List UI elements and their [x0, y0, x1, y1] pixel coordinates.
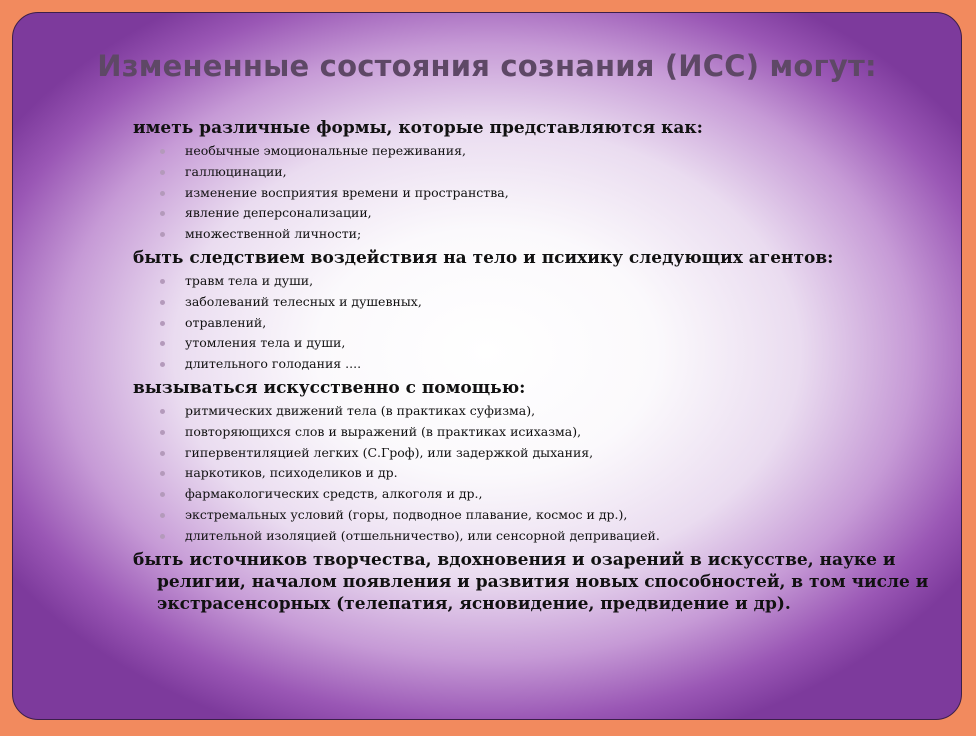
bullet-icon [160, 321, 165, 326]
bullet-icon [160, 341, 165, 346]
list-item: повторяющихся слов и выражений (в практиках исихазма), [133, 422, 933, 443]
list-item: изменение восприятия времени и пространства, [133, 183, 933, 204]
section-heading: вызываться искусственно с помощью: [133, 377, 526, 398]
list-item: необычные эмоциональные переживания, [133, 141, 933, 162]
slide-content [133, 117, 933, 615]
bullet-icon [160, 279, 165, 284]
list-item: гипервентиляцией легких (С.Гроф), или задержкой дыхания, [133, 443, 933, 464]
bullet-icon [160, 170, 165, 175]
bullet-icon [160, 409, 165, 414]
list-item: ритмических движений тела (в практиках суфизма), [133, 401, 933, 422]
slide-title: Измененные состояния сознания (ИСС) могут: [97, 49, 877, 83]
bullet-icon [160, 149, 165, 154]
list-item: длительного голодания .... [133, 354, 933, 375]
list-item: травм тела и души, [133, 271, 933, 292]
bullet-icon [160, 300, 165, 305]
list-item: утомления тела и души, [133, 333, 933, 354]
bullet-icon [160, 232, 165, 237]
list-item: фармакологических средств, алкоголя и др., [133, 484, 933, 505]
list-item: явление деперсонализации, [133, 203, 933, 224]
section-heading: быть источников творчества, вдохновения и озарений в искусстве, науке и религии, началом появления и развития новых способностей, в том числе и экстрасенсорных (телепатия, ясновидение, предвидение и др). [133, 549, 929, 614]
list-item: галлюцинации, [133, 162, 933, 183]
bullet-icon [160, 430, 165, 435]
slide [12, 12, 962, 720]
list-item: заболеваний телесных и душевных, [133, 292, 933, 313]
section-heading: быть следствием воздействия на тело и психику следующих агентов: [133, 247, 834, 268]
bullet-icon [160, 513, 165, 518]
bullet-list [133, 141, 933, 245]
bullet-icon [160, 534, 165, 539]
list-item: длительной изоляцией (отшельничество), или сенсорной депривацией. [133, 526, 933, 547]
bullet-icon [160, 191, 165, 196]
bullet-list [133, 401, 933, 547]
list-item: множественной личности; [133, 224, 933, 245]
bullet-icon [160, 471, 165, 476]
bullet-icon [160, 211, 165, 216]
bullet-icon [160, 362, 165, 367]
bullet-list [133, 271, 933, 375]
list-item: отравлений, [133, 313, 933, 334]
bullet-icon [160, 451, 165, 456]
list-item: экстремальных условий (горы, подводное плавание, космос и др.), [133, 505, 933, 526]
list-item: наркотиков, психоделиков и др. [133, 463, 933, 484]
section-heading: иметь различные формы, которые представляются как: [133, 118, 703, 138]
bullet-icon [160, 492, 165, 497]
